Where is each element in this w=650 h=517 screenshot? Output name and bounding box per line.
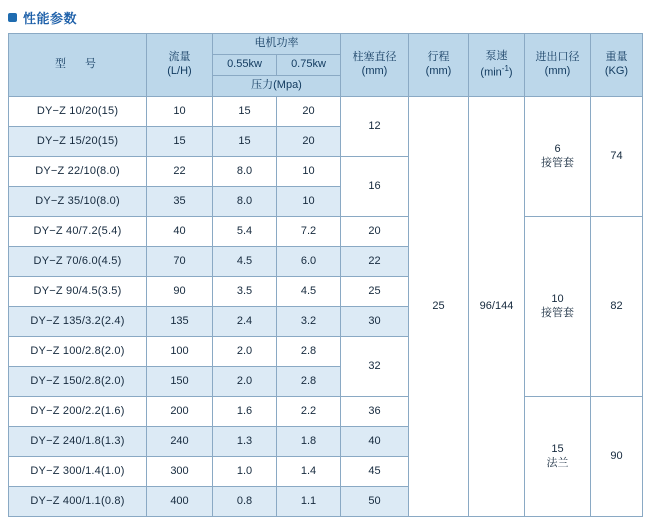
cell-flow: 200 <box>147 397 213 427</box>
cell-pressure-055kw: 8.0 <box>213 157 277 187</box>
cell-pressure-055kw: 4.5 <box>213 247 277 277</box>
cell-model: DY−Z 35/10(8.0) <box>9 187 147 217</box>
cell-pressure-055kw: 5.4 <box>213 217 277 247</box>
cell-flow: 100 <box>147 337 213 367</box>
header-pump-speed <box>469 34 525 97</box>
cell-pressure-055kw: 8.0 <box>213 187 277 217</box>
cell-pressure-055kw: 1.6 <box>213 397 277 427</box>
cell-plunger-diameter: 36 <box>341 397 409 427</box>
cell-flow: 135 <box>147 307 213 337</box>
cell-weight: 90 <box>591 397 643 517</box>
table-header <box>9 34 643 97</box>
table-row <box>9 97 643 127</box>
header-pump-speed-unit <box>469 64 524 80</box>
header-flow-label: 流量 <box>168 51 191 64</box>
header-model: 型 号 <box>9 34 147 97</box>
cell-plunger-diameter: 32 <box>341 337 409 397</box>
header-flow-unit: (L/H) <box>167 65 192 77</box>
header-plunger-label: 柱塞直径 <box>352 51 397 64</box>
header-weight-label: 重量 <box>605 51 628 64</box>
cell-pressure-075kw: 10 <box>277 157 341 187</box>
section-heading <box>0 0 650 33</box>
cell-model: DY−Z 300/1.4(1.0) <box>9 457 147 487</box>
header-power-075: 0.75kw <box>277 55 341 76</box>
cell-flow: 35 <box>147 187 213 217</box>
cell-pressure-075kw: 20 <box>277 97 341 127</box>
header-pump-speed-label: 泵速 <box>485 49 508 62</box>
cell-model: DY−Z 100/2.8(2.0) <box>9 337 147 367</box>
table-body <box>9 97 643 517</box>
cell-inout-size: 6 <box>554 142 561 155</box>
cell-inout-size: 15 <box>551 442 564 455</box>
cell-pressure-055kw: 15 <box>213 127 277 157</box>
cell-model: DY−Z 150/2.8(2.0) <box>9 367 147 397</box>
header-inout-label: 进出口径 <box>535 51 580 64</box>
table-row <box>9 217 643 247</box>
cell-pressure-055kw: 2.0 <box>213 367 277 397</box>
cell-flow: 150 <box>147 367 213 397</box>
cell-pressure-075kw: 4.5 <box>277 277 341 307</box>
cell-weight: 74 <box>591 97 643 217</box>
cell-inout-type: 法兰 <box>546 456 569 469</box>
cell-inout-type: 接管套 <box>541 306 574 319</box>
header-plunger-diameter <box>341 34 409 97</box>
cell-plunger-diameter: 45 <box>341 457 409 487</box>
header-stroke-label: 行程 <box>427 51 450 64</box>
cell-flow: 70 <box>147 247 213 277</box>
header-pump-speed-unit-start: (min <box>480 66 502 79</box>
performance-parameters-table <box>8 33 643 517</box>
cell-pressure-075kw: 1.8 <box>277 427 341 457</box>
cell-plunger-diameter: 16 <box>341 157 409 217</box>
cell-pressure-055kw: 2.4 <box>213 307 277 337</box>
cell-model: DY−Z 10/20(15) <box>9 97 147 127</box>
cell-inout-diameter <box>525 217 591 397</box>
header-inout-diameter <box>525 34 591 97</box>
cell-model: DY−Z 22/10(8.0) <box>9 157 147 187</box>
header-stroke <box>409 34 469 97</box>
cell-pressure-075kw: 1.1 <box>277 487 341 517</box>
cell-flow: 300 <box>147 457 213 487</box>
cell-pump-speed: 96/144 <box>469 97 525 517</box>
cell-pressure-055kw: 1.0 <box>213 457 277 487</box>
bullet-icon <box>8 13 17 22</box>
header-pump-speed-unit-end: ) <box>508 66 513 79</box>
cell-pressure-055kw: 2.0 <box>213 337 277 367</box>
cell-pressure-075kw: 6.0 <box>277 247 341 277</box>
cell-plunger-diameter: 20 <box>341 217 409 247</box>
header-flow <box>147 34 213 97</box>
cell-pressure-075kw: 2.8 <box>277 367 341 397</box>
cell-model: DY−Z 90/4.5(3.5) <box>9 277 147 307</box>
cell-pressure-055kw: 15 <box>213 97 277 127</box>
header-power-055: 0.55kw <box>213 55 277 76</box>
cell-inout-diameter <box>525 397 591 517</box>
cell-plunger-diameter: 30 <box>341 307 409 337</box>
cell-stroke: 25 <box>409 97 469 517</box>
cell-plunger-diameter: 22 <box>341 247 409 277</box>
cell-flow: 400 <box>147 487 213 517</box>
cell-model: DY−Z 40/7.2(5.4) <box>9 217 147 247</box>
cell-inout-diameter <box>525 97 591 217</box>
header-pressure: 压力(Mpa) <box>213 76 341 97</box>
cell-flow: 22 <box>147 157 213 187</box>
cell-pressure-055kw: 1.3 <box>213 427 277 457</box>
header-weight-unit: (KG) <box>604 65 629 77</box>
cell-pressure-075kw: 3.2 <box>277 307 341 337</box>
header-row-1 <box>9 34 643 55</box>
cell-model: DY−Z 135/3.2(2.4) <box>9 307 147 337</box>
cell-plunger-diameter: 25 <box>341 277 409 307</box>
cell-pressure-075kw: 20 <box>277 127 341 157</box>
cell-model: DY−Z 200/2.2(1.6) <box>9 397 147 427</box>
cell-inout-size: 10 <box>551 292 564 305</box>
cell-model: DY−Z 15/20(15) <box>9 127 147 157</box>
page-title: 性能参数 <box>23 11 78 26</box>
cell-model: DY−Z 400/1.1(0.8) <box>9 487 147 517</box>
header-plunger-unit: (mm) <box>361 65 388 77</box>
cell-pressure-055kw: 3.5 <box>213 277 277 307</box>
cell-pressure-075kw: 7.2 <box>277 217 341 247</box>
cell-flow: 90 <box>147 277 213 307</box>
header-stroke-unit: (mm) <box>425 65 452 77</box>
cell-plunger-diameter: 40 <box>341 427 409 457</box>
header-inout-unit: (mm) <box>544 65 571 77</box>
table-row <box>9 397 643 427</box>
header-weight <box>591 34 643 97</box>
header-pump-speed-exponent: -1 <box>501 63 509 73</box>
cell-model: DY−Z 70/6.0(4.5) <box>9 247 147 277</box>
cell-pressure-075kw: 10 <box>277 187 341 217</box>
cell-flow: 240 <box>147 427 213 457</box>
cell-pressure-075kw: 2.8 <box>277 337 341 367</box>
cell-weight: 82 <box>591 217 643 397</box>
cell-flow: 40 <box>147 217 213 247</box>
cell-plunger-diameter: 12 <box>341 97 409 157</box>
cell-pressure-075kw: 2.2 <box>277 397 341 427</box>
header-motor-power: 电机功率 <box>213 34 341 55</box>
cell-plunger-diameter: 50 <box>341 487 409 517</box>
cell-inout-type: 接管套 <box>541 156 574 169</box>
cell-flow: 10 <box>147 97 213 127</box>
cell-model: DY−Z 240/1.8(1.3) <box>9 427 147 457</box>
cell-pressure-075kw: 1.4 <box>277 457 341 487</box>
cell-flow: 15 <box>147 127 213 157</box>
cell-pressure-055kw: 0.8 <box>213 487 277 517</box>
